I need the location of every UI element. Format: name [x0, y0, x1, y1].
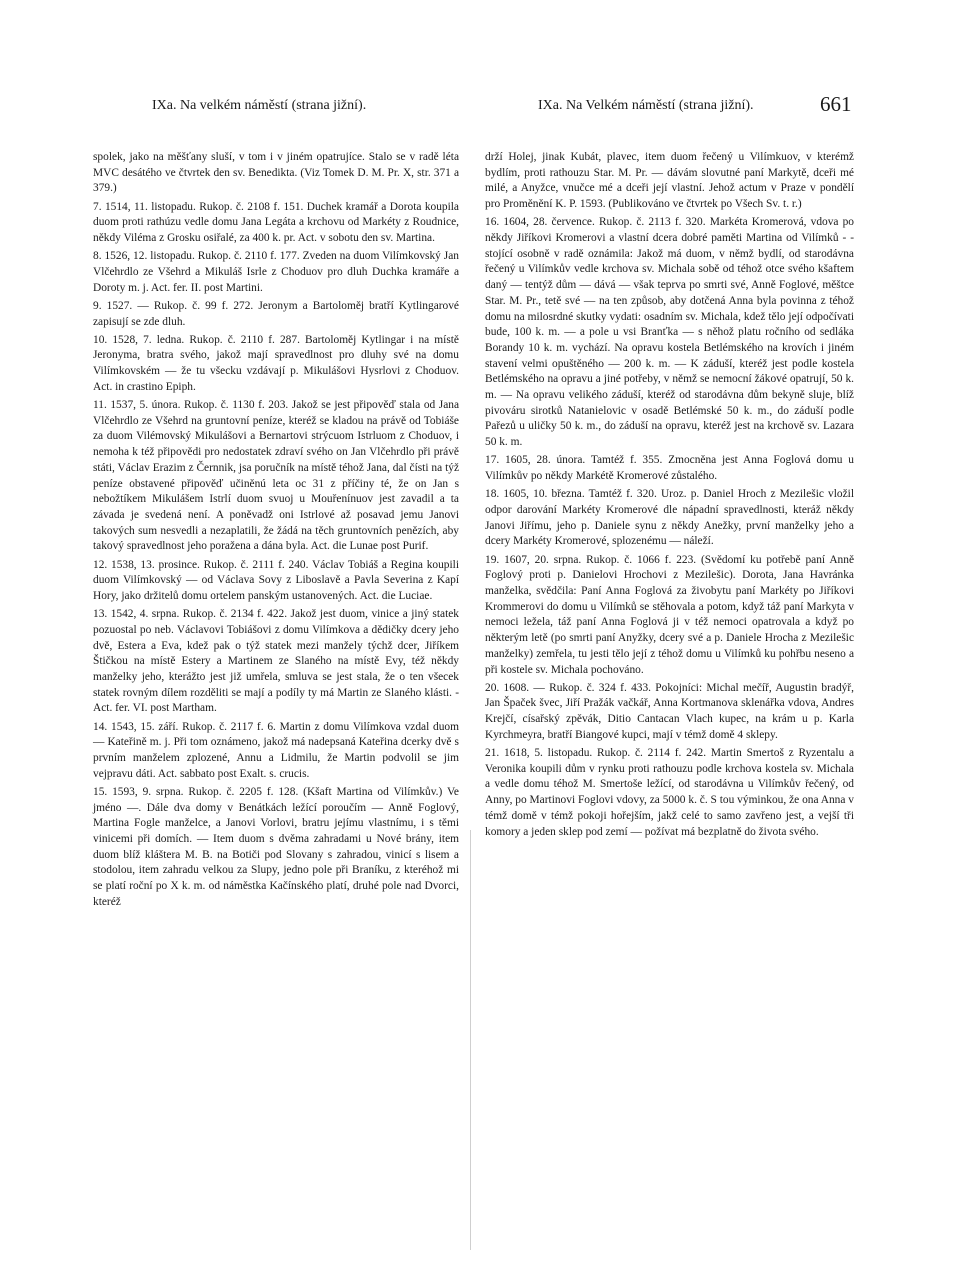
entry-paragraph: 14. 1543, 15. září. Rukop. č. 2117 f. 6. Martin z domu Vilímkova vzdal duom — Kateřině m. j. Při tom oznámeno, jakož má nadepsaná Kateřina dcerky dvě s prvním manželem zplozené, Annu a Lidmilu, že Martin podvolil se jim vejpravu dáti. Act. sabbato post Exalt. s. crucis.	[93, 720, 459, 780]
entry-paragraph: 9. 1527. — Rukop. č. 99 f. 272. Jeronym a Bartoloměj bratří Kytlingarové zapisují se zde dluh.	[93, 299, 459, 328]
entry-paragraph: 16. 1604, 28. července. Rukop. č. 2113 f. 320. Markéta Kromerová, vdova po někdy Jiříkovi Kromerovi a vlastní dcera dobré paměti Martina od Vilímků - - stojící osobně v radě oznámila: Jakož má duom, v němž bydlí, od starodávna řečený u Vilímkův vedle krchova sv. Michala sobě od téhož otce svého kšaftem daný — tentýž dům — dává — však teprva po smrti své, Anně Foglové, měštce Star. M. Pr., tetě své — na ten způsob, aby dotčená Anna byla povinna z téhož domu na milosrdné skutky vydati: osadním sv. Michala, kdež tělo její odpočívati bude, 100 k. m. — a pole u vsi Branťka — s něhož platu ročního od sedláka Borandy 10 k. m. vychází. Na opravu kostela Betlémského na krovích i jiném stavení velmi opuštěného — 200 k. m. — K záduší, kteréž jest podle kostela Betlémského na opravu a jiné potřeby, v němž se nemocní žákové opatrují, 50 k. m. — Na opravu velikého záduší, kteréž od starodávna dům bekyně sluje, blíž pivováru sirotků Natanielovic v osadě Betlémské 50 k. m., do záduší podle Pařezů u uličky 50 k. m., do záduší na opravu, kteréž jest na krchově sv. Lazara 50 k. m.	[485, 216, 854, 449]
entry-paragraph: 10. 1528, 7. ledna. Rukop. č. 2110 f. 287. Bartoloměj Kytlingar i na místě Jeronyma, bratra svého, jakož mají spravedlnost pro dluhy své na domu Vilímkovském — že tu všecku vzdávají p. Mikulášovi Hysrlovi z Choduov. Act. in crastino Epiph.	[93, 333, 459, 393]
entry-paragraph: 17. 1605, 28. února. Tamtéž f. 355. Zmocněna jest Anna Foglová domu u Vilímkův po někdy Markétě Kromerové zůstalého.	[485, 454, 854, 483]
entry-paragraph: 19. 1607, 20. srpna. Rukop. č. 1066 f. 223. (Svědomí ku potřebě paní Anně Foglový proti p. Danielovi Hrochovi z Mezilešic). Dorota, Jana Havránka manželka, svědčila: Paní Anna Foglová za živobytu paní Markéty po Jiříkovi Krommerovi do domu u Vilímků se stěhovala a potom, když táž paní Markyta v nemoci ležela, táž paní Anna Foglová ji v též nemoci opatrovala a když po některým letě (po smrti paní Anyžky, dcery své a p. Daniele Hrocha z Mezilešic manželky) zemřela, tu jesti tělo její z téhož domu u Vilímků ku pohřbu neseno a při kostele sv. Michala pochováno.	[485, 553, 854, 676]
entry-paragraph: drží Holej, jinak Kubát, plavec, item duom řečený u Vilímkuov, v kterémž bydlím, proti rathouzu Star. M. Pr. — dávám slovutné paní Markytě, dceři mé milé, a Anyžce, vnučce mé a dceři její vlastní. Jehož actum v Praze v pondělí pro Proměnění K. P. 1593. (Publikováno ve čtvrtek po Všech Sv. t. r.)	[485, 151, 854, 211]
right-column	[485, 150, 854, 840]
entry-paragraph: 21. 1618, 5. listopadu. Rukop. č. 2114 f. 242. Martin Smertoš z Ryzentalu a Veronika koupili dům v rynku proti rathouzu podle krchova kostela sv. Michala a vedle domu téhož M. Smertoše ležící, od starodávna u Vilímkův řečený, od Anny, po Martinovi Foglovi vdovy, za 5000 k. č. S tou výminkou, že ona Anna v témž domě v témž pokoji hořejším, jakž celé to samo zavřeno jest, a vejší tři komory a jeden sklep pod zemí — požívat má bezplatně do života svého.	[485, 747, 854, 838]
page-number: 661	[820, 92, 852, 116]
entry-paragraph: 8. 1526, 12. listopadu. Rukop. č. 2110 f. 177. Zveden na duom Vilímkovský Jan Vlčehrdlo ze Všehrd a Mikuláš Isrle z Choduov pro dluh Duchka kramáře a Doroty m. j. Act. fer. II. post Martini.	[93, 250, 459, 294]
running-header-right: IXa. Na Velkém náměstí (strana jižní).	[538, 98, 754, 113]
entry-paragraph: 18. 1605, 10. března. Tamtéž f. 320. Uroz. p. Daniel Hroch z Mezilešic vložil odpor darování Markéty Kromerové dle nápadní spravedlnosti, kteráž někdy Janovi Jiřímu, jeho p. Daniele synu z někdy Anežky, první manželky jeho a dcery Markéty Kromerové, splozenému — náleží.	[485, 488, 854, 548]
left-column	[93, 150, 459, 911]
entry-paragraph: 13. 1542, 4. srpna. Rukop. č. 2134 f. 422. Jakož jest duom, vinice a jiný statek pozuostal po neb. Václavovi Tobiášovi z domu Vilímkova a dědičky dcery jeho dvě, Estera a Eva, kdež pak o týž statek mezi manžely týchž dcer, Jiříkem Štičkou na místě Estery a Martinem ze Slaného na místě Evy, též někdy manželky jeho, kterážto jest již umřela, smluva se jest stala, že o ten všecek statek rovným dílem rozděliti se mají a podíly ty má Martin ze Slaného klásti. - Act. fer. VI. post Martham.	[93, 608, 459, 715]
running-header-left: IXa. Na velkém náměstí (strana jižní).	[152, 98, 367, 113]
entry-paragraph: 11. 1537, 5. února. Rukop. č. 1130 f. 203. Jakož se jest připověď stala od Jana Vlčehrdlo ze Všehrd na gruntovní peníze, kteréž se kladou na právě od Tobiáše za duom Vilémovský Mikulášovi a Bernartovi strýcuom Istrluom z Choduov, i nemoha k též připovědi pro nedostatek zdraví svého on Jan Vlčehrdlo při právě státi, Václav Erazim z Černnik, jsa poručník na místě téhož Jana, dal čísti na týž peníze obstavené připověď učiněnú leta oc 31 z příčiny té, že on Jan s nebožtíkem Mikulášem Istrlí duom svuoj u Mouřenínuov jest zavadil a ta závada je svedená není. A poněvadž oni Istrlové až posavad jemu Janovi takových sum nesvedli a nezaplatili, že žádá na těch gruntovních penězích, aby takový spravedlnost jeho poražena a dána byla. Act. die Lunae post Purif.	[93, 399, 459, 553]
entry-paragraph: 7. 1514, 11. listopadu. Rukop. č. 2108 f. 151. Duchek kramář a Dorota koupila duom proti rathúzu vedle domu Jana Legáta a krchovu od Markéty z Roudnice, někdy Viléma z Grosku osiřalé, za 400 k. pr. Act. v sobotu den sv. Martina.	[93, 200, 459, 245]
column-divider	[470, 830, 471, 1250]
entry-paragraph: 15. 1593, 9. srpna. Rukop. č. 2205 f. 128. (Kšaft Martina od Vilímkův.) Ve jméno —. Dále dva domy v Benátkách ležící poroučím — Anně Foglový, Martina Fogle manželce, a Janovi Vorlovi, bratru jejímu vlastnímu, i s těmi vinicemi při domích. — Item duom s dvěma zahradami u Nové brány, item duom blíž kláštera M. B. na Botiči pod Slovany s zahradou, vinicí s lisem a stodolou, item zahradu velkou za Slupy, jedno pole při Braníku, z kteréhož mi se platí roční po X k. m. od náměstka Kačínského platí, druhé pole nad Dvorci, kteréž	[93, 785, 459, 908]
entry-paragraph: 12. 1538, 13. prosince. Rukop. č. 2111 f. 240. Václav Tobiáš a Regina koupili duom Vilímkovský — od Václava Sovy z Liboslavě a Pavla Severina z Kapí Hory, jako držitelů domu ortelem panským ustanovených. Act. die Luciae.	[93, 558, 459, 602]
entry-paragraph: 20. 1608. — Rukop. č. 324 f. 433. Pokojníci: Michal mečíř, Augustin bradýř, Jan Špaček švec, Jiří Pražák vačkář, Anna Kortmanova sklenářka vdova, Andres Krejčí, císařský zpěvák, Ditio Cantacan Vlach kupec, na krám u p. Karla Kyrchmeyra, bratří Biangové kupci, mají v témž domě 4 sklepy.	[485, 681, 854, 741]
entry-paragraph: spolek, jako na měšťany sluší, v tom i v jiném opatrujíce. Stalo se v radě léta MVC desátého ve čtvrtek den sv. Benedikta. (Viz Tomek D. M. Pr. X, str. 371 a 379.)	[93, 151, 459, 195]
